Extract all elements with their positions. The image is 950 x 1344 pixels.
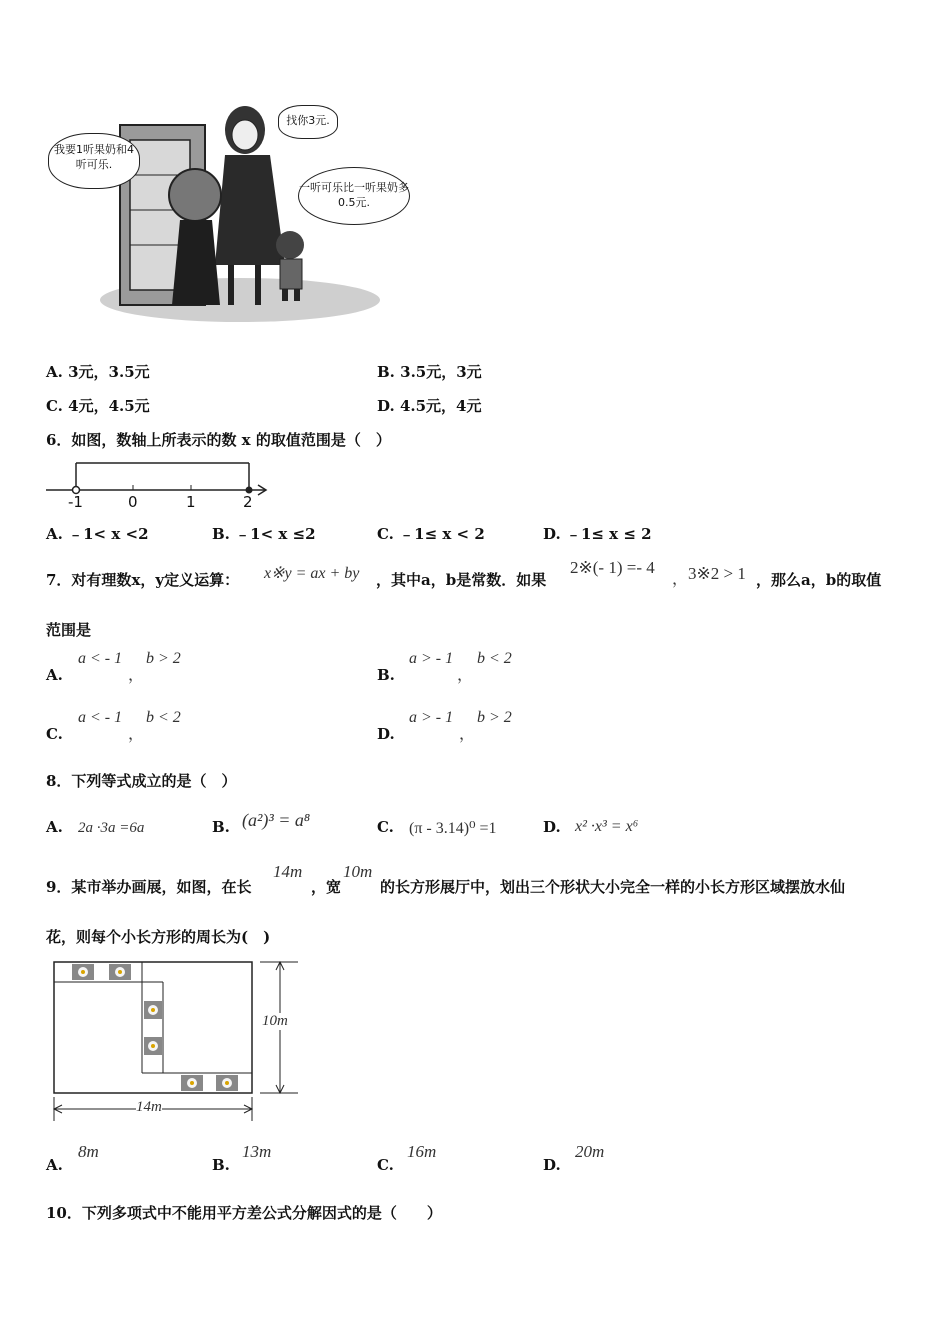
q8-option-d[interactable] bbox=[543, 812, 703, 842]
q6-option-d-text: ﹣1≤ x ≤ 2 bbox=[565, 525, 652, 543]
q6-option-c-text: ﹣1≤ x < 2 bbox=[399, 525, 485, 543]
q6-option-d[interactable] bbox=[543, 523, 652, 544]
speech-bubble-top bbox=[278, 105, 338, 139]
q7-option-a-comma: ， bbox=[128, 667, 145, 684]
q5-option-d-text: 4.5元，4元 bbox=[399, 397, 482, 415]
q5-option-c-letter: C. bbox=[46, 397, 63, 415]
q9-figure-height-label: 10m bbox=[262, 1013, 288, 1029]
q5-option-c[interactable] bbox=[46, 395, 150, 416]
q7-option-c-m1: a < - 1 bbox=[78, 709, 123, 726]
q7-condition-1: 2※(- 1) =- 4 bbox=[570, 558, 655, 577]
tick-label-0: 0 bbox=[128, 493, 138, 511]
flower-icon bbox=[109, 964, 131, 980]
speech-bubble-right-text: 一听可乐比一听果奶多0.5元. bbox=[299, 181, 409, 209]
q5-option-b-letter: B. bbox=[377, 363, 395, 381]
q8-option-b[interactable] bbox=[212, 806, 372, 842]
q10-stem: 10．下列多项式中不能用平方差公式分解因式的是（ ） bbox=[46, 1204, 442, 1222]
q6-option-b-letter: B. bbox=[212, 525, 230, 543]
q9-stem-part4: 花，则每个小长方形的周长为( ) bbox=[46, 928, 271, 946]
speech-bubble-left-text: 我要1听果奶和4听可乐. bbox=[54, 143, 134, 171]
q7-option-d[interactable] bbox=[377, 709, 677, 749]
q7-option-b-m1: a > - 1 bbox=[409, 650, 454, 667]
q5-option-b-text: 3.5元，3元 bbox=[400, 363, 482, 381]
q9-option-c[interactable] bbox=[377, 1142, 527, 1176]
q6-number-line bbox=[44, 455, 274, 515]
q8-option-a-math: 2a ·3a =6a bbox=[78, 820, 145, 836]
speech-bubble-top-text: 找你3元. bbox=[286, 114, 330, 127]
q7-option-a-m2: b > 2 bbox=[146, 650, 181, 667]
q9-stem-part2: ，宽 bbox=[311, 878, 342, 896]
flower-icon bbox=[144, 1001, 162, 1019]
q5-option-a[interactable] bbox=[46, 361, 150, 382]
flower-icon bbox=[144, 1037, 162, 1055]
q8-option-b-math: (a²)³ = a⁸ bbox=[242, 810, 311, 830]
q9-stem-part3: 的长方形展厅中，划出三个形状大小完全一样的小长方形区域摆放水仙 bbox=[380, 878, 846, 896]
q9-width: 10m bbox=[343, 862, 373, 881]
q8-option-c-math: (π - 3.14)⁰ =1 bbox=[409, 820, 497, 837]
q6-option-a-text: ﹣1< x <2 bbox=[68, 525, 149, 543]
q7-option-c-m2: b < 2 bbox=[146, 709, 181, 726]
q7-option-c-letter: C. bbox=[46, 725, 63, 743]
q7-stem-part3: ，那么a，b的取值 bbox=[756, 571, 882, 589]
q9-stem-part1: 9．某市举办画展，如图，在长 bbox=[46, 878, 252, 896]
q7-option-d-letter: D. bbox=[377, 725, 395, 743]
q6-option-c[interactable] bbox=[377, 523, 485, 544]
q9-option-a-math: 8m bbox=[78, 1142, 99, 1161]
tick-label-2: 2 bbox=[243, 493, 253, 511]
q9-option-d-letter: D. bbox=[543, 1156, 561, 1174]
q8-option-a-letter: A. bbox=[46, 818, 63, 836]
q9-option-c-math: 16m bbox=[407, 1142, 437, 1161]
q7-definition: x※y = ax + by bbox=[264, 565, 360, 582]
q6-option-b-text: ﹣1< x ≤2 bbox=[235, 525, 316, 543]
q9-option-d-math: 20m bbox=[575, 1142, 605, 1161]
q6-option-c-letter: C. bbox=[377, 525, 394, 543]
speech-bubble-left bbox=[48, 133, 140, 189]
q8-option-a[interactable] bbox=[46, 812, 206, 842]
q7-comma: ， bbox=[672, 571, 689, 588]
q9-option-a[interactable] bbox=[46, 1142, 196, 1176]
q9-option-b-letter: B. bbox=[212, 1156, 230, 1174]
q8-option-c[interactable] bbox=[377, 812, 537, 842]
q7-stem-part1: 7．对有理数x，y定义运算： bbox=[46, 571, 240, 589]
cartoon-illustration bbox=[40, 95, 415, 330]
q9-option-d[interactable] bbox=[543, 1142, 693, 1176]
q9-option-c-letter: C. bbox=[377, 1156, 394, 1174]
q6-stem: 6．如图，数轴上所表示的数 x 的取值范围是（ ） bbox=[46, 431, 391, 449]
q7-option-c-comma: ， bbox=[128, 726, 145, 743]
q7-option-b[interactable] bbox=[377, 650, 677, 690]
flower-icon bbox=[216, 1075, 238, 1091]
q5-option-a-text: 3元，3.5元 bbox=[68, 363, 150, 381]
q5-option-d[interactable] bbox=[377, 395, 481, 416]
flower-icon bbox=[181, 1075, 203, 1091]
q9-figure-width-label: 14m bbox=[136, 1099, 162, 1115]
speech-bubble-right bbox=[298, 167, 410, 225]
q6-option-a-letter: A. bbox=[46, 525, 63, 543]
q8-option-d-letter: D. bbox=[543, 818, 561, 836]
tick-label-neg1: -1 bbox=[68, 493, 83, 511]
q9-length: 14m bbox=[273, 862, 303, 881]
q9-option-a-letter: A. bbox=[46, 1156, 63, 1174]
q7-condition-2: 3※2 > 1 bbox=[688, 564, 746, 583]
q7-option-d-comma: ， bbox=[459, 726, 476, 743]
q5-option-a-letter: A. bbox=[46, 363, 63, 381]
q7-option-d-m1: a > - 1 bbox=[409, 709, 454, 726]
q9-figure bbox=[48, 955, 308, 1125]
q5-option-d-letter: D. bbox=[377, 397, 395, 415]
q7-option-d-m2: b > 2 bbox=[477, 709, 512, 726]
q8-option-b-letter: B. bbox=[212, 818, 230, 836]
q7-option-a-letter: A. bbox=[46, 666, 63, 684]
tick-label-1: 1 bbox=[186, 493, 196, 511]
q7-stem-part2: ，其中a，b是常数．如果 bbox=[376, 571, 547, 589]
flower-icon bbox=[72, 964, 94, 980]
hall-diagram bbox=[48, 955, 308, 1125]
q6-option-b[interactable] bbox=[212, 523, 316, 544]
q7-option-a-m1: a < - 1 bbox=[78, 650, 123, 667]
q7-option-b-letter: B. bbox=[377, 666, 395, 684]
q7-option-b-m2: b < 2 bbox=[477, 650, 512, 667]
q9-option-b[interactable] bbox=[212, 1142, 362, 1176]
q9-option-b-math: 13m bbox=[242, 1142, 272, 1161]
q7-option-b-comma: ， bbox=[457, 667, 474, 684]
q7-option-a[interactable] bbox=[46, 650, 346, 690]
q7-stem-part4: 范围是 bbox=[46, 621, 92, 639]
q6-option-d-letter: D. bbox=[543, 525, 561, 543]
q8-stem: 8．下列等式成立的是（ ） bbox=[46, 772, 237, 790]
q5-option-b[interactable] bbox=[377, 361, 482, 382]
q8-option-c-letter: C. bbox=[377, 818, 394, 836]
q7-option-c[interactable] bbox=[46, 709, 346, 749]
q8-option-d-math: x² ·x³ = x⁶ bbox=[575, 818, 639, 835]
q6-option-a[interactable] bbox=[46, 523, 149, 544]
q5-option-c-text: 4元，4.5元 bbox=[68, 397, 150, 415]
